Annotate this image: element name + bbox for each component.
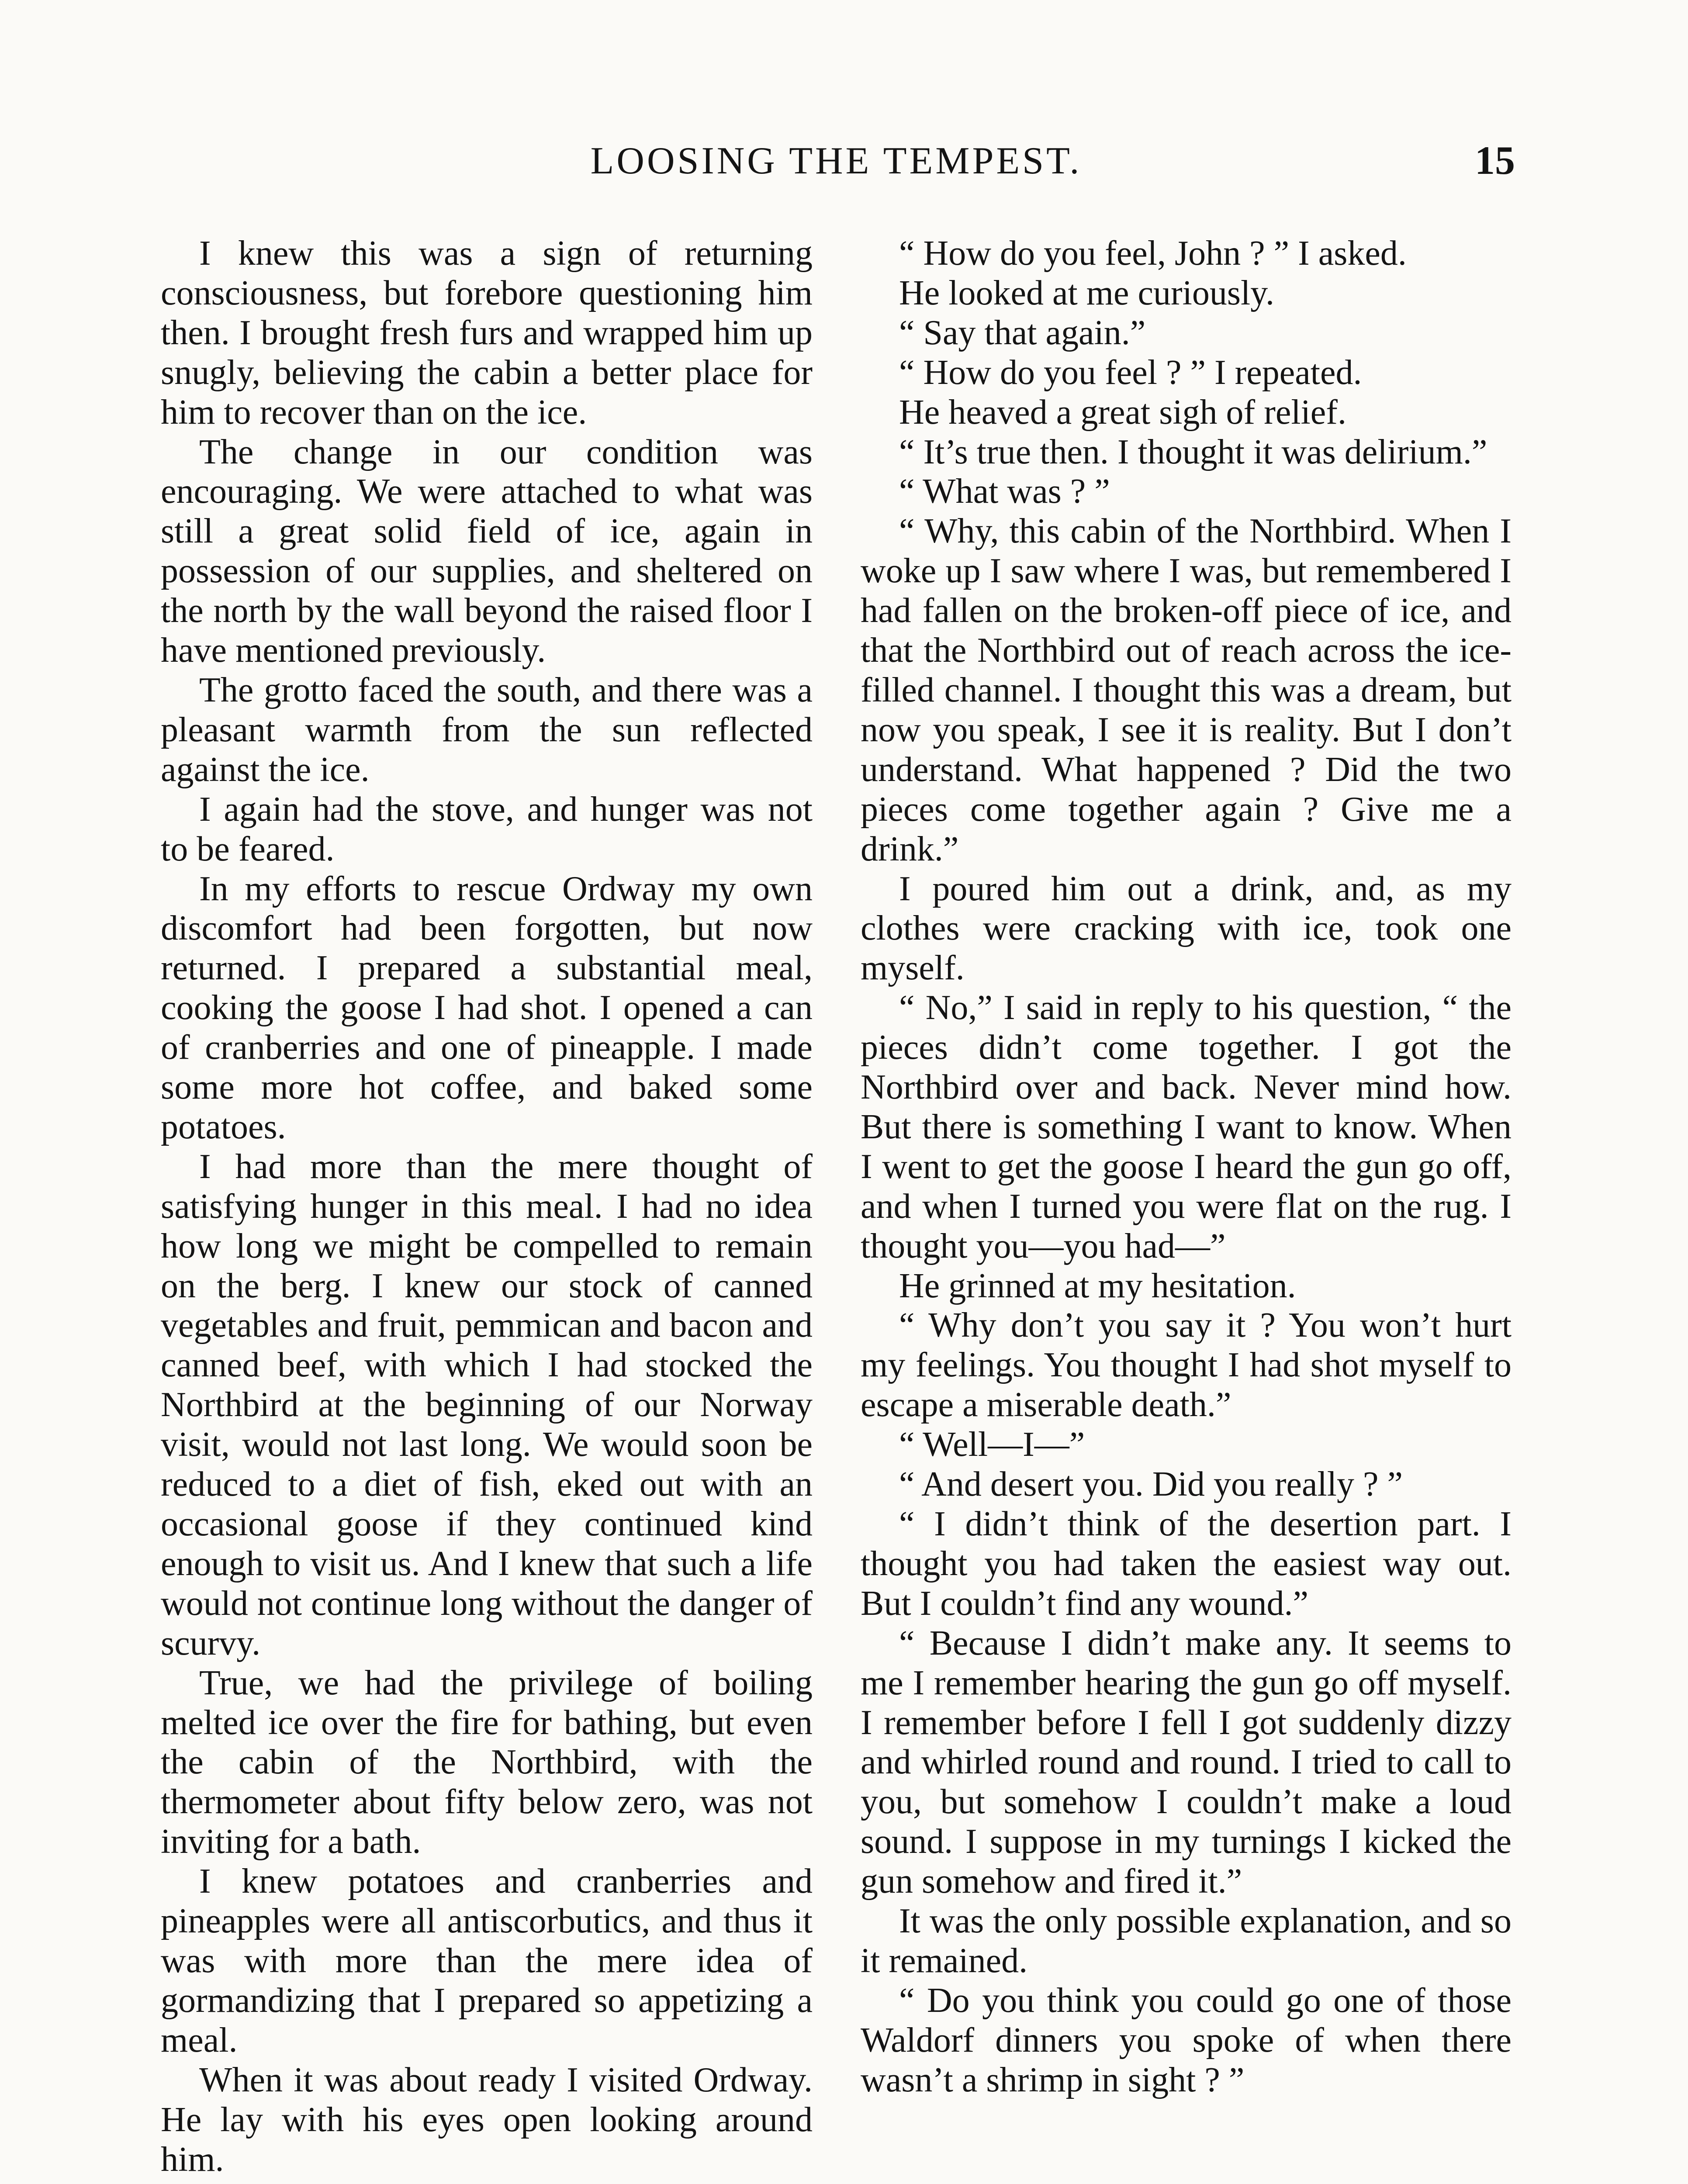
paragraph: “ I didn’t think of the desertion part. I thought you had taken the easiest way out. But I couldn’t find any wound.” (861, 1505, 1512, 1623)
paragraph: When it was about ready I visited Ordway. He lay with his eyes open looking around him. (161, 2060, 813, 2179)
paragraph: He heaved a great sigh of relief. (899, 393, 1346, 432)
right-column (861, 234, 1512, 2184)
left-column (161, 234, 813, 2184)
paragraph: He grinned at my hesitation. (899, 1266, 1296, 1305)
paragraph: “ Because I didn’t make any. It seems to me I remember hearing the gun go off myself. I remember before I fell I got suddenly dizzy and whirled round and round. I tried to call to you, but somehow I couldn’t make a loud sound. I suppose in my turnings I kicked the gun somehow and fired it.” (861, 1624, 1512, 1901)
paragraph: “ And desert you. Did you really ? ” (899, 1465, 1403, 1504)
paragraph: I again had the stove, and hunger was not to be feared. (161, 790, 813, 868)
paragraph: I knew potatoes and cranberries and pineapples were all antiscorbutics, and thus it was with more than the mere idea of gormandizing that I prepared so appetizing a meal. (161, 1862, 813, 2060)
paragraph: It was the only possible explanation, and so it remained. (861, 1902, 1512, 1980)
paragraph: In my efforts to rescue Ordway my own discomfort had been forgotten, but now returned. I prepared a substantial meal, cooking the goose I had shot. I opened a can of cranberries and one of pineapple. I made some more hot coffee, and baked some potatoes. (161, 869, 813, 1146)
paragraph: “ Well—I—” (899, 1425, 1085, 1464)
paragraph: “ No,” I said in reply to his question, “ the pieces didn’t come together. I got the Northbird over and back. Never mind how. But there is something I want to know. When I went to get the goose I heard the gun go off, and when I turned you were flat on the rug. I thought you—you had—” (861, 988, 1512, 1265)
paragraph: “ What was ? ” (899, 472, 1110, 511)
paragraph: The grotto faced the south, and there was a pleasant warmth from the sun reflected against the ice. (161, 670, 813, 789)
paragraph: “ How do you feel ? ” I repeated. (899, 353, 1362, 392)
paragraph: “ It’s true then. I thought it was delirium.” (899, 432, 1487, 471)
paragraph: “ Why don’t you say it ? You won’t hurt my feelings. You thought I had shot myself to escape a miserable death.” (861, 1306, 1512, 1424)
paragraph: I knew this was a sign of returning consciousness, but forebore questioning him then. I brought fresh furs and wrapped him up snugly, believing the cabin a better place for him to recover than on the ice. (161, 234, 813, 432)
paragraph: True, we had the privilege of boiling melted ice over the fire for bathing, but even the cabin of the Northbird, with the thermometer about fifty below zero, was not inviting for a bath. (161, 1663, 813, 1861)
paragraph: “ Do you think you could go one of those Waldorf dinners you spoke of when there wasn’t a shrimp in sight ? ” (861, 1981, 1512, 2099)
page-number: 15 (1475, 138, 1515, 183)
page-header (157, 139, 1515, 200)
paragraph: The change in our condition was encouraging. We were attached to what was still a great solid field of ice, again in possession of our supplies, and sheltered on the north by the wall beyond the raised floor I have mentioned previously. (161, 432, 813, 670)
paragraph: I had more than the mere thought of satisfying hunger in this meal. I had no idea how long we might be compelled to remain on the berg. I knew our stock of canned vegetables and fruit, pemmican and bacon and canned beef, with which I had stocked the Northbird at the beginning of our Norway visit, would not last long. We would soon be reduced to a diet of fish, eked out with an occasional goose if they continued kind enough to visit us. And I knew that such a life would not continue long without the danger of scurvy. (161, 1147, 813, 1662)
running-title: LOOSING THE TEMPEST. (590, 140, 1082, 182)
paragraph: “ Say that again.” (899, 313, 1146, 352)
paragraph: He looked at me curiously. (899, 273, 1275, 312)
paragraph: I poured him out a drink, and, as my clothes were cracking with ice, took one myself. (861, 869, 1512, 988)
paragraph: “ Why, this cabin of the Northbird. When I woke up I saw where I was, but remembered I had fallen on the broken-off piece of ice, and that the Northbird out of reach across the ice-filled channel. I thought this was a dream, but now you speak, I see it is reality. But I don’t understand. What happened ? Did the two pieces come together again ? Give me a drink.” (861, 512, 1512, 868)
paragraph: “ How do you feel, John ? ” I asked. (899, 234, 1407, 273)
